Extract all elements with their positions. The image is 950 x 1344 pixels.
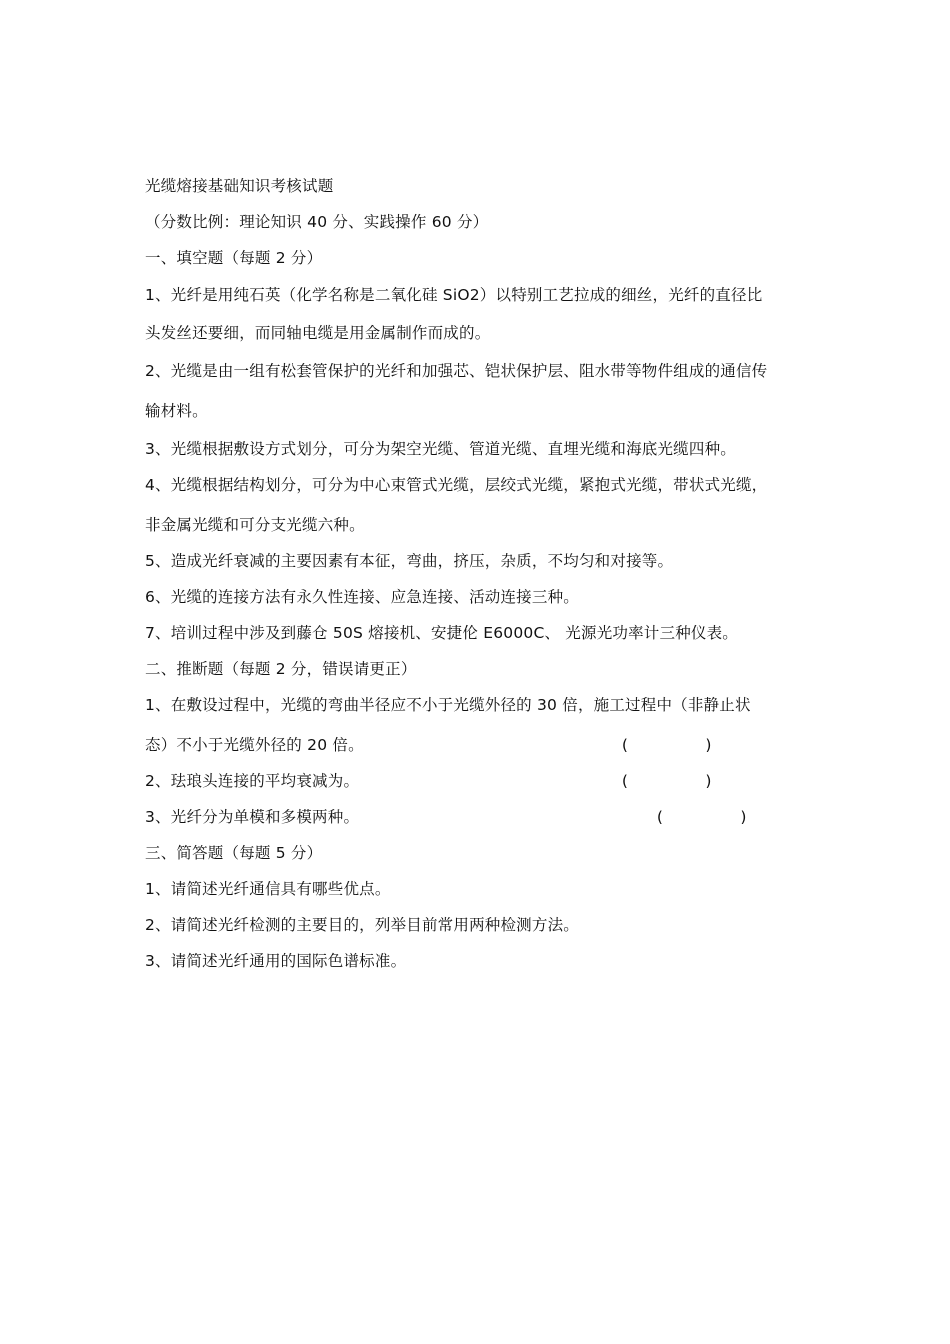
s3-q1: 1、请简述光纤通信具有哪些优点。 bbox=[145, 880, 391, 898]
s1-q3: 3、光缆根据敷设方式划分，可分为架空光缆、管道光缆、直埋光缆和海底光缆四种。 bbox=[145, 440, 736, 458]
s1-q4-line2: 非金属光缆和可分支光缆六种。 bbox=[145, 516, 365, 534]
s2-q3-answer-blank: ( ) bbox=[655, 808, 749, 826]
score-ratio: （分数比例：理论知识 40 分、实践操作 60 分） bbox=[145, 213, 489, 231]
s1-q2-line2: 输材料。 bbox=[145, 402, 208, 420]
s2-q3: 3、光纤分为单模和多模两种。 bbox=[145, 808, 360, 826]
s1-q5: 5、造成光纤衰减的主要因素有本征，弯曲，挤压，杂质，不均匀和对接等。 bbox=[145, 552, 674, 570]
document-title: 光缆熔接基础知识考核试题 bbox=[145, 177, 334, 195]
section2-heading: 二、推断题（每题 2 分，错误请更正） bbox=[145, 660, 417, 678]
s2-q1-line2: 态）不小于光缆外径的 20 倍。 bbox=[145, 736, 364, 754]
s3-q2: 2、请简述光纤检测的主要目的，列举目前常用两种检测方法。 bbox=[145, 916, 579, 934]
s1-q4-line1: 4、光缆根据结构划分，可分为中心束管式光缆，层绞式光缆，紧抱式光缆，带状式光缆， bbox=[145, 476, 768, 494]
s2-q2: 2、珐琅头连接的平均衰减为。 bbox=[145, 772, 360, 790]
s2-q2-answer-blank: ( ) bbox=[620, 772, 714, 790]
section1-heading: 一、填空题（每题 2 分） bbox=[145, 249, 323, 267]
s1-q7: 7、培训过程中涉及到藤仓 50S 熔接机、安捷伦 E6000C、 光源光功率计三种仪表。 bbox=[145, 624, 738, 642]
section3-heading: 三、简答题（每题 5 分） bbox=[145, 844, 323, 862]
s1-q1-line2: 头发丝还要细，而同轴电缆是用金属制作而成的。 bbox=[145, 324, 491, 342]
s1-q1-line1: 1、光纤是用纯石英（化学名称是二氧化硅 SiO2）以特别工艺拉成的细丝，光纤的直径比 bbox=[145, 286, 763, 304]
s2-q1-answer-blank: ( ) bbox=[620, 736, 714, 754]
s2-q1-line1: 1、在敷设过程中，光缆的弯曲半径应不小于光缆外径的 30 倍，施工过程中（非静止状 bbox=[145, 696, 751, 714]
s1-q6: 6、光缆的连接方法有永久性连接、应急连接、活动连接三种。 bbox=[145, 588, 579, 606]
s1-q2-line1: 2、光缆是由一组有松套管保护的光纤和加强芯、铠状保护层、阻水带等物件组成的通信传 bbox=[145, 362, 768, 380]
s3-q3: 3、请简述光纤通用的国际色谱标准。 bbox=[145, 952, 407, 970]
